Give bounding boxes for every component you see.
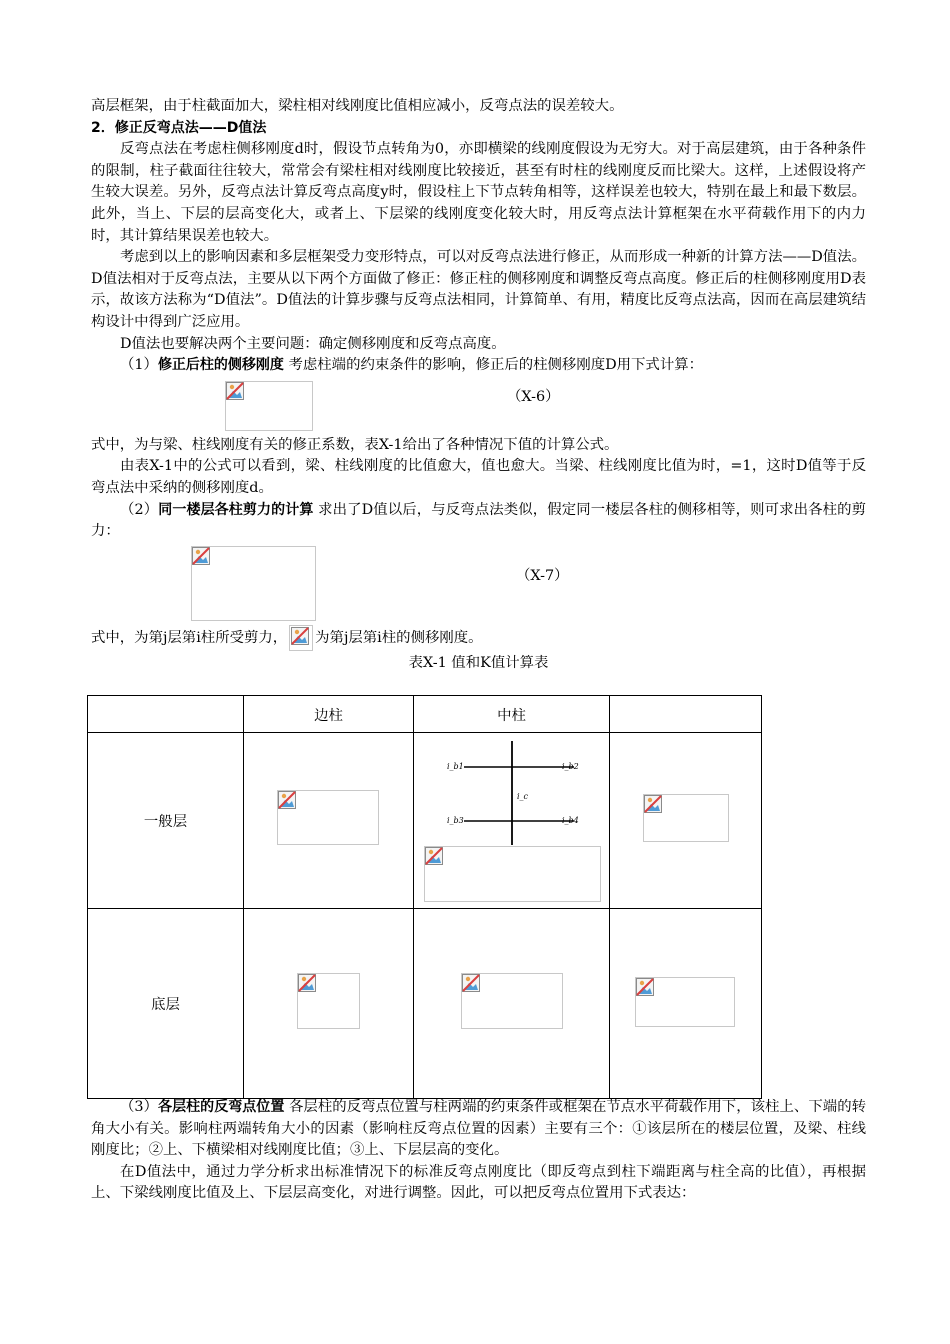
- table-cell: [244, 733, 414, 909]
- row-label: 底层: [88, 909, 244, 1099]
- table-header-cell: [88, 696, 244, 733]
- table-cell: [414, 909, 610, 1099]
- section-heading: 2．修正反弯点法——D值法: [91, 119, 267, 136]
- broken-image-icon: [636, 978, 654, 996]
- paragraph: 反弯点法在考虑柱侧移刚度d时，假设节点转角为0，亦即横梁的线刚度假设为无穷大。对于高层建筑，由于各种条件的限制，柱子截面往往较大，常常会有梁柱相对线刚度比较接近，甚至有时柱的线刚度反而比梁大。这样，上述假设将产生较大误差。另外，反弯点法计算反弯点高度y时，假设柱上下节点转角相等，这样误差也较大，特别在最上和最下数层。此外，当上、下层的层高变化大，或者上、下层梁的线刚度变化较大时，用反弯点法计算框架在水平荷载作用下的内力时，其计算结果误差也较大。: [91, 141, 866, 244]
- paragraph-text: 考虑柱端的约束条件的影响，修正后的柱侧移刚度D用下式计算：: [283, 357, 703, 374]
- paragraph: [91, 500, 866, 543]
- equation-number: （X-7）: [516, 567, 569, 584]
- document-body: [91, 96, 866, 675]
- label-ib2: i_b2: [562, 762, 579, 771]
- document-body-continued: [91, 1097, 866, 1205]
- bold-term: 各层柱的反弯点位置: [158, 1099, 285, 1115]
- formula-x7: [91, 543, 866, 623]
- label-ic: i_c: [517, 792, 529, 801]
- broken-image-icon: [462, 974, 480, 992]
- broken-image-icon: [192, 547, 210, 565]
- list-number: （1）: [120, 357, 158, 374]
- paragraph: [91, 625, 866, 651]
- broken-image-icon: [278, 791, 296, 809]
- table-cell: [244, 909, 414, 1099]
- label-ib4: i_b4: [562, 816, 579, 825]
- table-row: [88, 733, 762, 909]
- bold-term: 修正后柱的侧移刚度: [157, 357, 284, 374]
- label-ib3: i_b3: [447, 816, 464, 825]
- broken-image-icon: [226, 382, 244, 400]
- paragraph: 式中，为与梁、柱线刚度有关的修正系数，表X-1给出了各种情况下值的计算公式。: [91, 436, 619, 453]
- beam-column-joint-diagram: [444, 739, 584, 847]
- table-header-cell: [610, 696, 762, 733]
- paragraph: 考虑到以上的影响因素和多层框架受力变形特点，可以对反弯点法进行修正，从而形成一种新的计算方法——D值法。D值法相对于反弯点法，主要从以下两个方面做了修正：修正柱的侧移刚度和调整反弯点高度。修正后的柱侧移刚度用D表示，故该方法称为“D值法”。D值法的计算步骤与反弯点法相同，计算简单、有用，精度比反弯点法高，因而在高层建筑结构设计中得到广泛应用。: [91, 249, 866, 330]
- table-header-cell: 边柱: [244, 696, 414, 733]
- table-cell: [610, 909, 762, 1099]
- table-caption: 表X-1 值和K值计算表: [408, 654, 549, 671]
- formula-image-broken-icon: [424, 846, 601, 902]
- table-header-cell: 中柱: [414, 696, 610, 733]
- broken-image-icon: [644, 795, 662, 813]
- paragraph-text: 为第j层第i柱的侧移刚度。: [315, 629, 483, 646]
- formula-x6: [91, 377, 866, 435]
- equation-number: （X-6）: [507, 388, 560, 405]
- formula-image-broken-icon: [643, 794, 729, 842]
- paragraph: [91, 355, 866, 377]
- paragraph-text: 各层柱的反弯点位置与柱两端的约束条件或框架在节点水平荷载作用下，该柱上、下端的转角大小有关。影响柱两端转角大小的因素（影响柱反弯点位置的因素）主要有三个：①该层所在的楼层位置，及梁、柱线刚度比；②上、下横梁相对线刚度比值；③上、下层层高的变化。: [91, 1099, 867, 1159]
- formula-image-broken-icon: [635, 977, 735, 1027]
- table-row: [88, 909, 762, 1099]
- formula-image-broken-icon: [461, 973, 563, 1029]
- broken-image-icon: [425, 847, 443, 865]
- formula-image-broken-icon: [225, 381, 313, 431]
- formula-image-broken-icon: [277, 790, 379, 845]
- list-number: （2）: [120, 501, 159, 518]
- bold-term: 同一楼层各柱剪力的计算: [158, 501, 314, 518]
- formula-image-broken-icon: [297, 973, 360, 1029]
- table-header-row: [88, 696, 762, 733]
- paragraph: D值法也要解决两个主要问题：确定侧移刚度和反弯点高度。: [120, 335, 506, 352]
- paragraph-text: 式中，为第j层第i柱所受剪力，: [91, 629, 288, 646]
- table-cell: [414, 733, 610, 909]
- formula-image-broken-icon: [191, 546, 316, 621]
- row-label: 一般层: [88, 733, 244, 909]
- list-number: （3）: [120, 1099, 159, 1115]
- paragraph: 高层框架，由于柱截面加大，梁柱相对线刚度比值相应减小，反弯点法的误差较大。: [91, 98, 624, 114]
- paragraph: 在D值法中，通过力学分析求出标准情况下的标准反弯点刚度比（即反弯点到柱下端距离与柱全高的比值），再根据上、下梁线刚度比值及上、下层层高变化，对进行调整。因此，可以把反弯点位置用下式表达：: [91, 1163, 866, 1202]
- broken-image-icon: [291, 627, 309, 645]
- paragraph-text: 求出了D值以后，与反弯点法类似，假定同一楼层各柱的侧移相等，则可求出各柱的剪力：: [91, 501, 867, 540]
- table-cell: [610, 733, 762, 909]
- label-ib1: i_b1: [447, 762, 464, 771]
- paragraph: 由表X-1中的公式可以看到，梁、柱线刚度的比值愈大，值也愈大。当梁、柱线刚度比值为时，=1，这时D值等于反弯点法中采纳的侧移刚度d。: [91, 458, 866, 496]
- inline-image-broken-icon: [289, 625, 313, 651]
- broken-image-icon: [298, 974, 316, 992]
- paragraph: [91, 1097, 866, 1162]
- k-value-table: [87, 695, 762, 1099]
